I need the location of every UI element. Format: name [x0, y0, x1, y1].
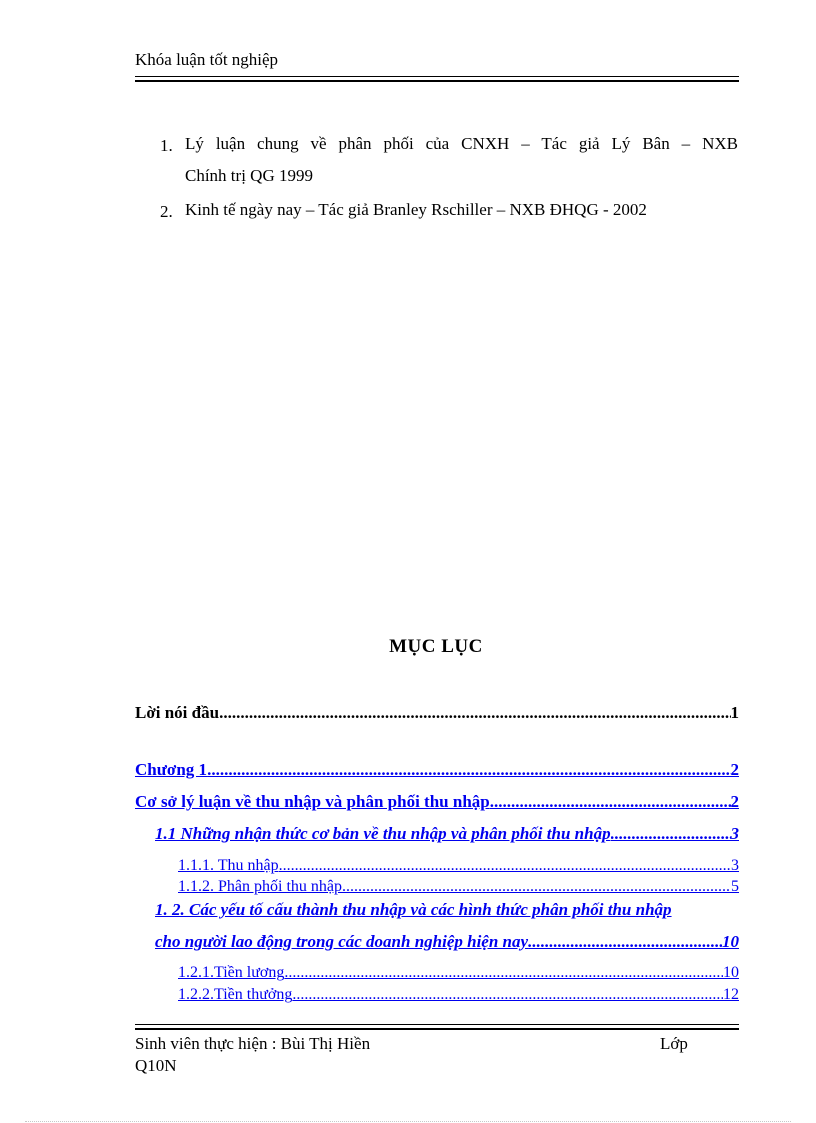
toc-page-number[interactable]: 12 [723, 986, 739, 1003]
toc-entry-label[interactable]: 1.2.1.Tiền lương [178, 964, 285, 981]
toc-page-number[interactable]: 10 [723, 964, 739, 981]
toc-leader-dots [279, 857, 731, 875]
reference-text-line: Chính trị QG 1999 [185, 166, 313, 185]
footer-class-label: Lớp [660, 1034, 688, 1053]
toc-entry-1-1-2[interactable] [178, 878, 739, 896]
toc-leader-dots [490, 792, 731, 812]
toc-page-number[interactable]: 10 [722, 932, 739, 951]
toc-page-number: 1 [730, 703, 739, 722]
toc-entry-section-theory[interactable] [135, 792, 739, 812]
header-divider [135, 76, 739, 82]
toc-title: MỤC LỤC [389, 636, 483, 657]
page-bottom-edge [25, 1121, 791, 1122]
toc-entry-chapter-1[interactable] [135, 760, 739, 780]
toc-entry-label[interactable]: 1.1.1. Thu nhập [178, 857, 279, 874]
toc-entry-1-1[interactable] [155, 824, 739, 844]
reference-item-1 [160, 128, 738, 192]
toc-entry-1-2-2[interactable] [178, 986, 739, 1004]
toc-page-number[interactable]: 3 [730, 824, 739, 843]
toc-entry-label[interactable]: cho người lao động trong các doanh nghiệp hiện nay [155, 932, 529, 951]
toc-entry-label[interactable]: 1.1 Những nhận thức cơ bản về thu nhập và phân phối thu nhập [155, 824, 611, 843]
toc-leader-dots [528, 932, 722, 952]
toc-leader-dots [611, 824, 731, 844]
toc-page-number[interactable]: 3 [731, 857, 739, 874]
toc-page-number[interactable]: 2 [730, 760, 739, 779]
reference-number: 2. [160, 202, 173, 221]
toc-entry-1-2-1[interactable] [178, 964, 739, 982]
footer-divider [135, 1024, 739, 1030]
reference-item-2 [160, 194, 738, 226]
toc-entry-preface [135, 703, 739, 723]
toc-entry-1-2[interactable] [155, 932, 739, 952]
toc-leader-dots [284, 964, 723, 982]
toc-leader-dots [292, 986, 723, 1004]
reference-text-line: Kinh tế ngày nay – Tác giả Branley Rschiller – NXB ĐHQG - 2002 [185, 200, 647, 219]
toc-entry-label[interactable]: Chương 1 [135, 760, 208, 779]
toc-leader-dots [219, 703, 730, 723]
footer-class-value: Q10N [135, 1056, 177, 1075]
reference-number: 1. [160, 136, 173, 155]
reference-text-line: Lý luận chung về phân phối của CNXH – Tác giả Lý Bân – NXB [185, 134, 738, 153]
toc-leader-dots [207, 760, 730, 780]
toc-entry-label[interactable]: 1.2.2.Tiền thưởng [178, 986, 293, 1003]
toc-page-number[interactable]: 5 [731, 878, 739, 895]
toc-entry-1-1-1[interactable] [178, 857, 739, 875]
toc-entry-label[interactable]: 1.1.2. Phân phối thu nhập [178, 878, 342, 895]
page-header-title: Khóa luận tốt nghiệp [135, 50, 279, 69]
footer-student: Sinh viên thực hiện : Bùi Thị Hiền [135, 1034, 371, 1053]
toc-entry-label: Lời nói đầu [135, 703, 220, 722]
toc-entry-label[interactable]: 1. 2. Các yếu tố cấu thành thu nhập và các hình thức phân phối thu nhập [155, 900, 672, 919]
toc-entry-1-2-line1[interactable] [155, 900, 745, 920]
toc-page-number[interactable]: 2 [730, 792, 739, 811]
toc-entry-label[interactable]: Cơ sở lý luận về thu nhập và phân phối thu nhập [135, 792, 490, 811]
toc-leader-dots [342, 878, 731, 896]
